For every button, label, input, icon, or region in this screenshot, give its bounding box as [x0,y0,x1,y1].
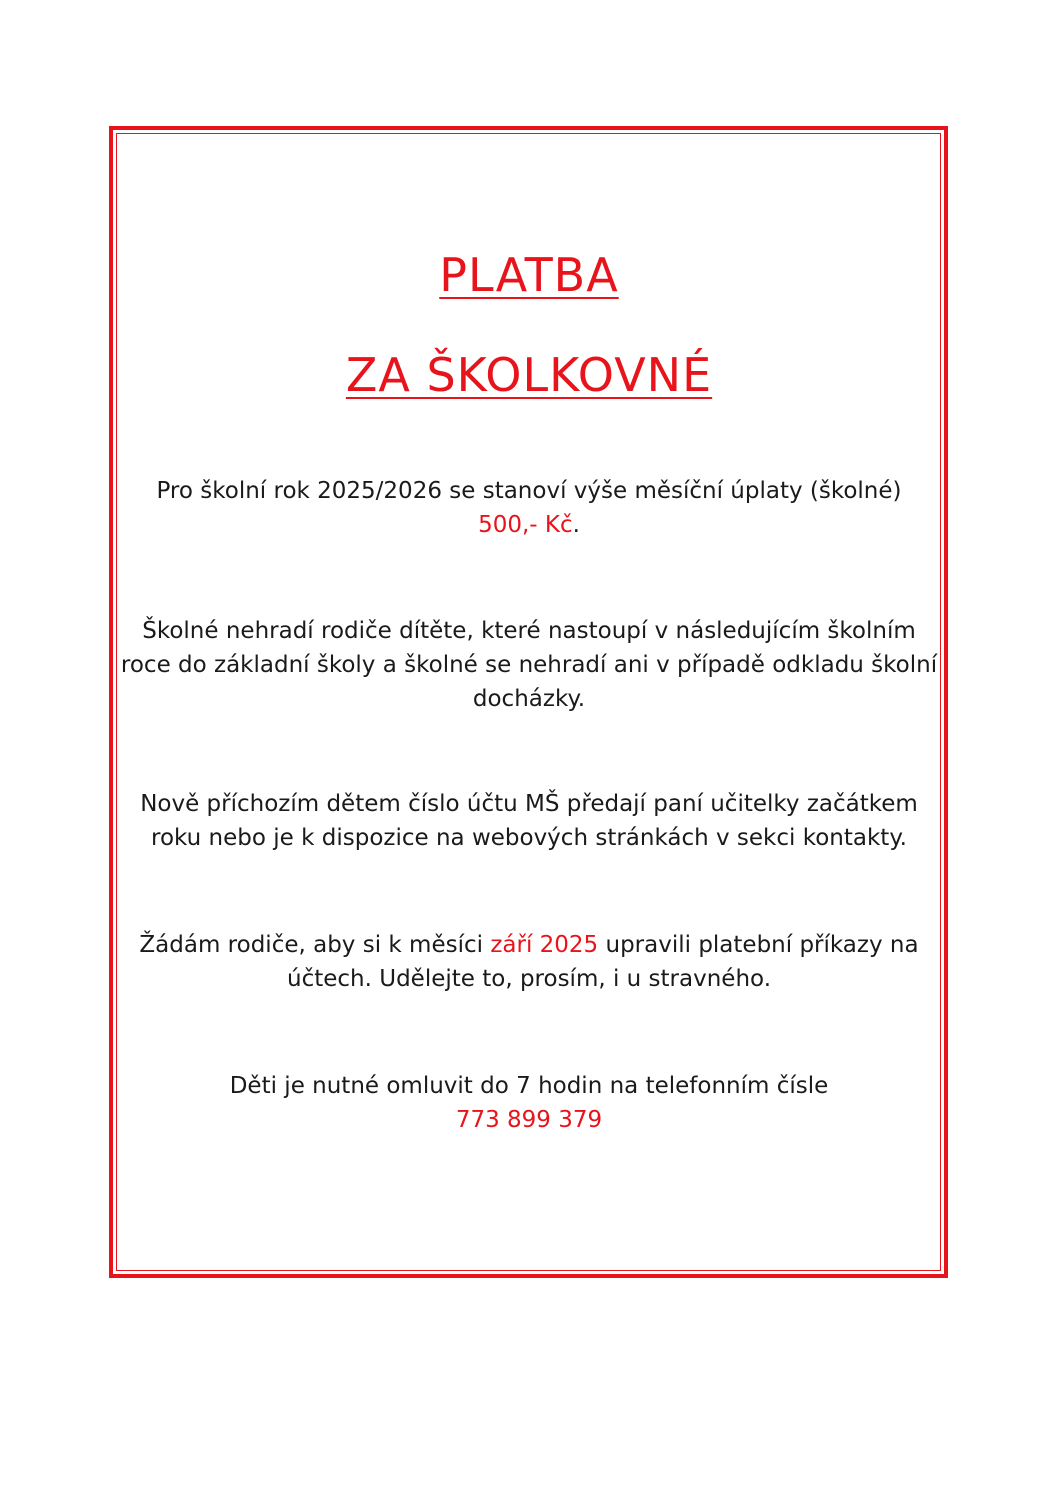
exemption-paragraph [120,614,938,716]
title-line-2-text: ZA ŠKOLKOVNÉ [345,348,713,402]
request-before: Žádám rodiče, aby si k měsíci [139,932,491,958]
account-info-text: Nově příchozím dětem číslo účtu MŠ předají paní učitelky začátkem roku nebo je k dispozice na webových stránkách v sekci kontakty. [140,791,918,851]
title-line-2 [0,348,1058,402]
request-highlight: září 2025 [490,932,599,958]
request-after: upravili platební příkazy na účtech. Udělejte to, prosím, i u stravného. [287,932,919,992]
fee-amount: 500,- Kč [478,512,573,538]
account-info-paragraph [120,787,938,855]
fee-paragraph [120,474,938,542]
request-paragraph [120,928,938,996]
fee-end: . [572,512,580,538]
title-line-1 [0,248,1058,302]
exemption-text: Školné nehradí rodiče dítěte, které nastoupí v následujícím školním roce do základní školy a školné se nehradí ani v případě odkladu školní docházky. [120,618,938,712]
excuse-text: Děti je nutné omluvit do 7 hodin na telefonním čísle [229,1073,829,1099]
phone-number: 773 899 379 [455,1107,603,1133]
title-line-1-text: PLATBA [439,248,619,302]
fee-text: Pro školní rok 2025/2026 se stanoví výše měsíční úplaty (školné) [156,478,902,504]
excuse-paragraph [120,1069,938,1137]
